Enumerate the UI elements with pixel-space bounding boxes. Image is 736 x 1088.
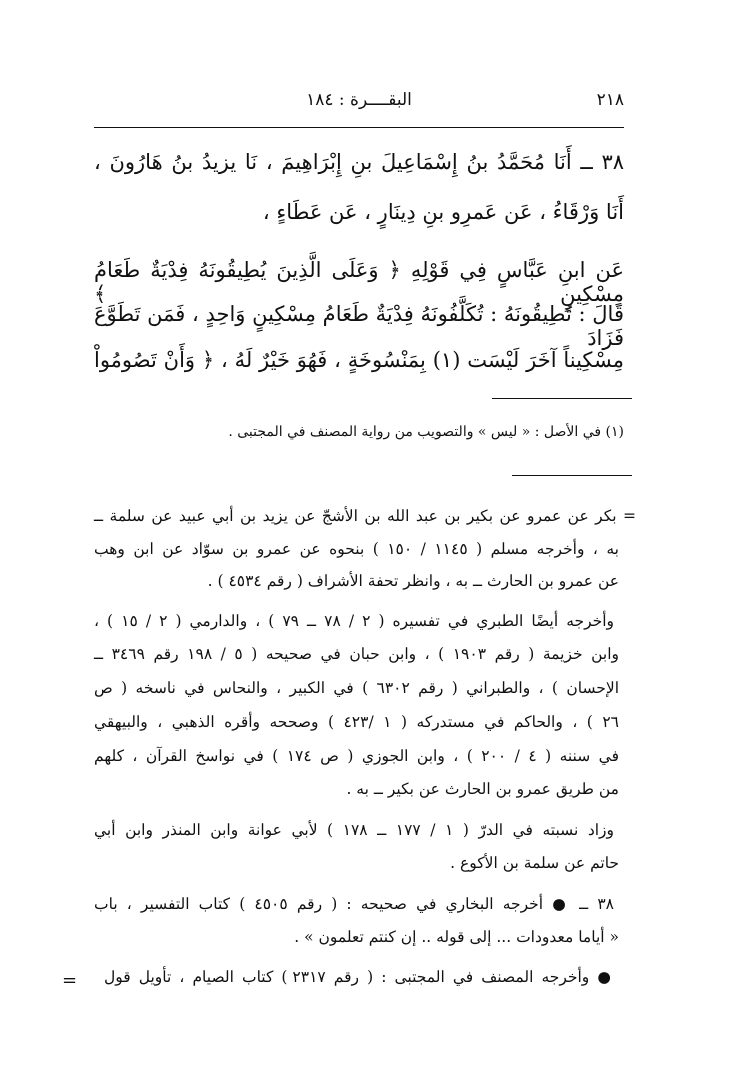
page-number: ٢١٨ <box>596 90 624 110</box>
commentary-line: ٢٦ ) ، والحاكم في مستدركه ( ١ /٤٢٣ ) وصححه وأقره الذهبي ، والبيهقي <box>94 713 619 731</box>
footnote: (١) في الأصل : « ليس » والتصويب من رواية المصنف في المجتبى . <box>228 424 624 440</box>
commentary-line: عن عمرو بن الحارث ــ به ، وانظر تحفة الأشراف ( رقم ٤٥٣٤ ) . <box>207 572 619 590</box>
running-title: البقــــرة : ١٨٤ <box>306 90 412 110</box>
commentary-line: من طريق عمرو بن الحارث عن بكير ــ به . <box>346 780 619 798</box>
page-header <box>94 90 624 120</box>
commentary-line: حاتم عن سلمة بن الأكوع . <box>450 854 619 872</box>
continuation-marker: = <box>62 970 78 991</box>
commentary-line: ٣٨ ــ ● أخرجه البخاري في صحيحه : ( رقم ٤٥٠٥ ) كتاب التفسير ، باب <box>94 895 614 913</box>
main-text-line: أَنَا وَرْقَاءُ ، عَن عَمرِو بنِ دِينَارٍ ، عَن عَطَاءٍ ، <box>262 200 624 224</box>
footnote-rule <box>492 398 632 399</box>
header-rule <box>94 127 624 128</box>
main-text-line: قَالَ : تُطِيقُونَهُ : تُكَلَّفُونَهُ فِدْيَةٌ طَعَامُ مِسْكِينٍ وَاحِدٍ ، فَمَن تَطَوَّعَ فَزَادَ <box>94 302 624 350</box>
main-text-line: ٣٨ ــ أَنَا مُحَمَّدُ بنُ إِسْمَاعِيلَ بنِ إِبْرَاهِيمَ ، نَا يزيدُ بنُ هَارُونَ ، <box>94 150 624 174</box>
commentary-line: « أياما معدودات ... إلى قوله .. إن كنتم تعلمون » . <box>294 928 619 946</box>
commentary-line: في سننه ( ٤ / ٢٠٠ ) ، وابن الجوزي ( ص ١٧٤ ) في نواسخ القرآن ، كلهم <box>94 747 619 765</box>
commentary-line: الإحسان ) ، والطبراني ( رقم ٦٣٠٢ ) في الكبير ، والنحاس في ناسخه ( ص <box>94 679 619 697</box>
commentary-line: وابن خزيمة ( رقم ١٩٠٣ ) ، وابن حبان في صحيحه ( ٥ / ١٩٨ رقم ٣٤٦٩ ــ <box>94 645 619 663</box>
commentary-line: = بكر عن عمرو عن بكير بن عبد الله بن الأشجّ عن يزيد بن أبي عبيد عن سلمة ــ <box>94 507 636 525</box>
commentary-line: ● وأخرجه المصنف في المجتبى : ( رقم ٢٣١٧ ) كتاب الصيام ، تأويل قول <box>104 968 614 986</box>
main-text-line: عَن ابنِ عَبَّاسٍ فِي قَوْلِهِ ﴿ وَعَلَى الَّذِينَ يُطِيقُونَهُ فِدْيَةٌ طَعَامُ مِسْكِينٍ ﴾ <box>94 258 624 306</box>
commentary-line: به ، وأخرجه مسلم ( ١١٤٥ / ١٥٠ ) بنحوه عن عمرو بن سوّاد عن ابن وهب <box>94 540 619 558</box>
commentary-line: وأخرجه أيضًا الطبري في تفسيره ( ٢ / ٧٨ ــ ٧٩ ) ، والدارمي ( ٢ / ١٥ ) ، <box>94 612 615 630</box>
commentary-rule <box>512 475 632 476</box>
main-text-line: مِسْكِيناً آخَرَ لَيْسَت (١) بِمَنْسُوخَةٍ ، فَهُوَ خَيْرٌ لَهُ ، ﴿ وَأَنْ تَصُومُواْ <box>94 348 624 372</box>
commentary-line: وزاد نسبته في الدرّ ( ١ / ١٧٧ ــ ١٧٨ ) لأبي عوانة وابن المنذر وابن أبي <box>94 821 615 839</box>
